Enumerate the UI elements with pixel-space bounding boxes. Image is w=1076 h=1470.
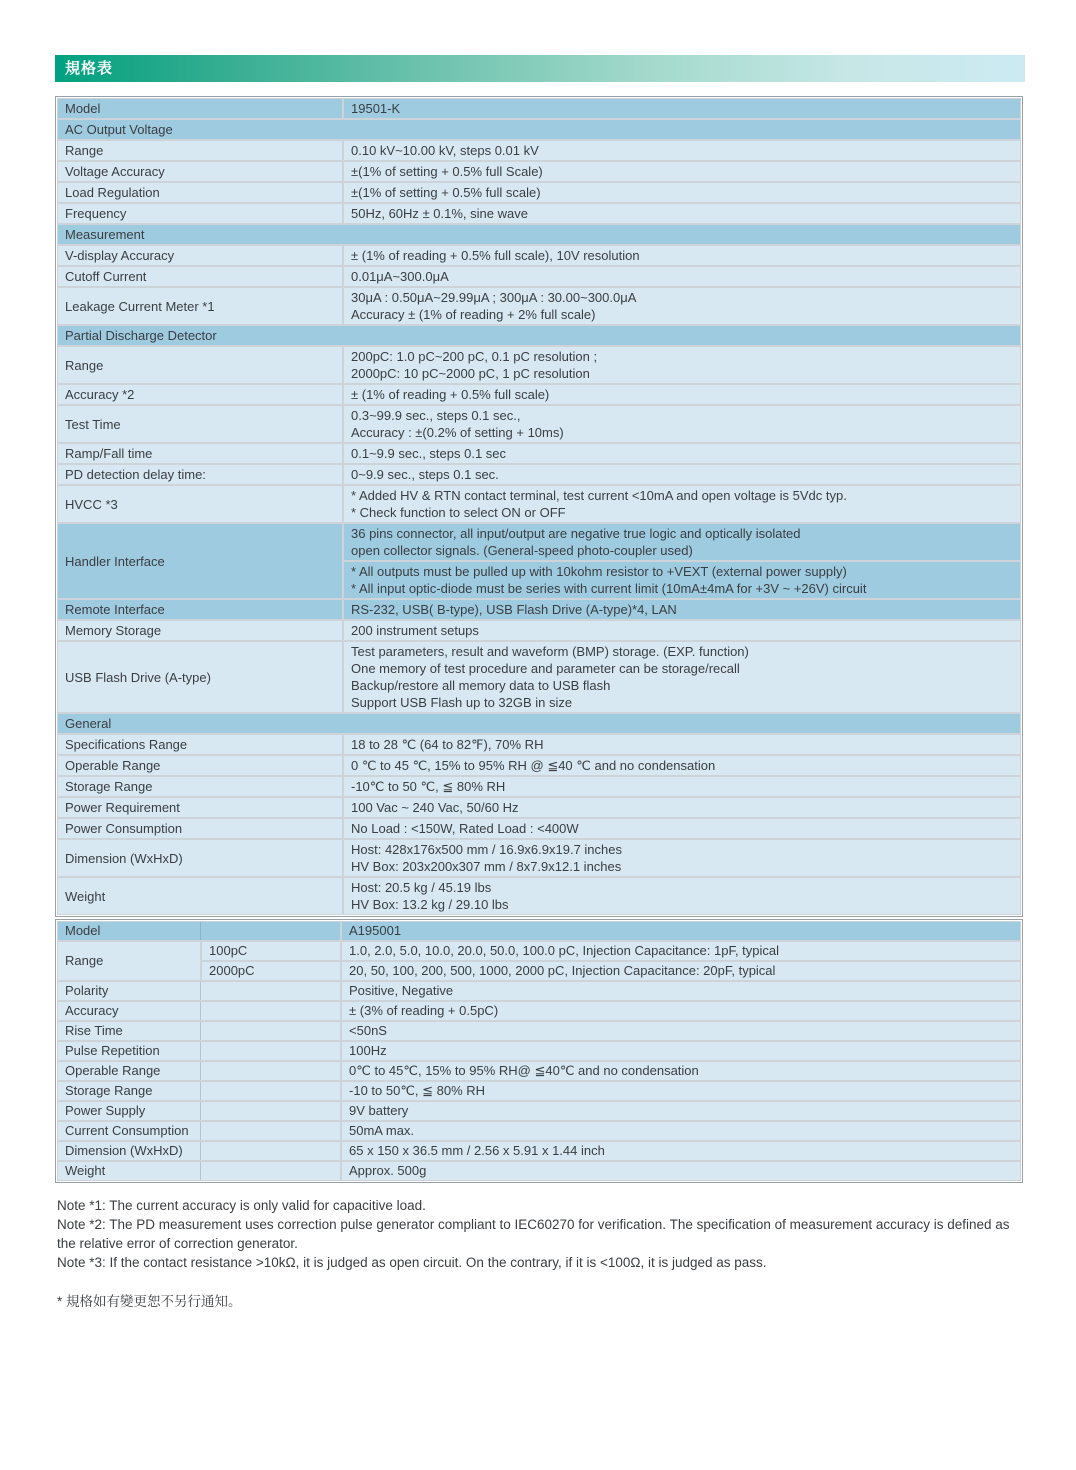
cell-line: 50mA max. — [349, 1123, 415, 1138]
row-label-cell — [58, 1162, 340, 1180]
row-value-cell — [344, 288, 1020, 324]
row-label-cell — [58, 756, 342, 775]
cell-line: Power Consumption — [65, 821, 183, 836]
footer-note: * 規格如有變更恕不另行通知。 — [57, 1294, 242, 1309]
cell-line: HV Box: 13.2 kg / 29.10 lbs — [351, 897, 509, 912]
table-row — [58, 406, 1020, 442]
row-label-cell — [58, 621, 342, 640]
row-label-cell — [58, 777, 342, 796]
row-label-cell — [58, 600, 342, 619]
row-label-cell — [58, 1062, 340, 1080]
cell-line: Partial Discharge Detector — [65, 328, 217, 343]
cell-line: 100pC — [209, 943, 248, 958]
row-value-cell — [344, 642, 1020, 712]
row-value-cell — [342, 962, 1020, 980]
cell-line: 30μA : 0.50μA~29.99μA ; 300μA : 30.00~300.0μA — [351, 290, 637, 305]
cell-line: Rise Time — [65, 1023, 123, 1038]
cell-line: Host: 428x176x500 mm / 16.9x6.9x19.7 inches — [351, 842, 622, 857]
row-value-cell — [342, 1102, 1020, 1120]
section-header-cell — [58, 714, 1020, 733]
cell-line: 0℃ to 45℃, 15% to 95% RH@ ≦40℃ and no condensation — [349, 1063, 699, 1078]
table-row — [58, 141, 1020, 160]
section-header-cell — [58, 225, 1020, 244]
row-value-cell — [344, 465, 1020, 484]
table-row — [58, 204, 1020, 223]
cell-line: 0.01μA~300.0μA — [351, 269, 449, 284]
table-row — [58, 347, 1020, 383]
row-label-cell — [58, 922, 340, 940]
cell-line: Weight — [65, 1163, 106, 1178]
table-row — [58, 225, 1020, 244]
page-title: 規格表 — [65, 60, 114, 77]
row-label-cell — [58, 99, 342, 118]
page-title-bar — [55, 55, 1025, 82]
table-row — [58, 385, 1020, 404]
note-line: Note *1: The current accuracy is only valid for capacitive load. — [57, 1198, 426, 1213]
row-label-cell — [58, 486, 342, 522]
section-header-cell — [58, 326, 1020, 345]
table-row — [58, 1162, 1020, 1180]
table-row — [58, 1122, 1020, 1140]
row-value-cell — [344, 444, 1020, 463]
row-value-cell — [344, 524, 1020, 560]
cell-line: Polarity — [65, 983, 109, 998]
row-label-cell — [58, 1102, 340, 1120]
row-value-cell — [344, 735, 1020, 754]
cell-line: 65 x 150 x 36.5 mm / 2.56 x 5.91 x 1.44 inch — [349, 1143, 605, 1158]
row-value-cell — [344, 777, 1020, 796]
row-label-cell — [58, 385, 342, 404]
table-row — [58, 798, 1020, 817]
row-value-cell — [344, 385, 1020, 404]
table-row — [58, 486, 1020, 522]
row-label-cell — [58, 288, 342, 324]
table-row — [58, 246, 1020, 265]
cell-line: Measurement — [65, 227, 145, 242]
row-label-cell — [58, 524, 342, 598]
spec-table-main — [55, 96, 1023, 917]
cell-line: Weight — [65, 888, 106, 904]
row-value-cell — [344, 621, 1020, 640]
cell-line: ±(1% of setting + 0.5% full scale) — [351, 185, 541, 200]
row-value-cell — [342, 982, 1020, 1000]
row-value-cell — [344, 756, 1020, 775]
table-row — [58, 840, 1020, 876]
table-row — [58, 621, 1020, 640]
cell-line: Voltage Accuracy — [65, 164, 165, 179]
cell-line: Test parameters, result and waveform (BMP) storage. (EXP. function) — [351, 644, 749, 659]
cell-line: 20, 50, 100, 200, 500, 1000, 2000 pC, Injection Capacitance: 20pF, typical — [349, 963, 776, 978]
table-row — [58, 962, 1020, 980]
table-row — [58, 878, 1020, 914]
row-value-cell — [342, 1122, 1020, 1140]
row-label-cell — [58, 347, 342, 383]
spec-table-accessory — [55, 919, 1023, 1183]
row-value-cell — [344, 486, 1020, 522]
table-row — [58, 444, 1020, 463]
row-value-cell — [344, 798, 1020, 817]
cell-line: 100Hz — [349, 1043, 387, 1058]
table-row — [58, 819, 1020, 838]
cell-line: <50nS — [349, 1023, 387, 1038]
row-label-cell — [58, 798, 342, 817]
section-header-cell — [58, 120, 1020, 139]
table-row — [58, 1042, 1020, 1060]
table-row — [58, 777, 1020, 796]
cell-line: Range — [65, 953, 104, 968]
cell-line: Frequency — [65, 206, 127, 221]
cell-line: Memory Storage — [65, 623, 162, 638]
cell-line: 2000pC: 10 pC~2000 pC, 1 pC resolution — [351, 366, 590, 381]
cell-line: Specifications Range — [65, 737, 188, 752]
cell-line: ±(1% of setting + 0.5% full Scale) — [351, 164, 543, 179]
cell-line: Pulse Repetition — [65, 1043, 160, 1058]
row-value-cell — [344, 141, 1020, 160]
note-line: Note *2: The PD measurement uses correction pulse generator compliant to IEC60270 for verification. The specification of measurement accuracy is defined as the relative error of correction generator. — [57, 1217, 1010, 1251]
row-label-cell — [58, 267, 342, 286]
row-label-cell — [58, 465, 342, 484]
table-row — [58, 1062, 1020, 1080]
cell-line: 100 Vac ~ 240 Vac, 50/60 Hz — [351, 800, 519, 815]
row-label-cell — [58, 942, 200, 980]
cell-line: 1.0, 2.0, 5.0, 10.0, 20.0, 50.0, 100.0 pC, Injection Capacitance: 1pF, typical — [349, 943, 780, 958]
row-value-cell — [342, 1162, 1020, 1180]
cell-line: USB Flash Drive (A-type) — [65, 669, 211, 685]
row-value-cell — [344, 99, 1020, 118]
row-subrange-cell — [202, 942, 340, 960]
row-label-cell — [58, 141, 342, 160]
cell-line: 50Hz, 60Hz ± 0.1%, sine wave — [351, 206, 528, 221]
cell-line: 200 instrument setups — [351, 623, 479, 638]
row-value-cell — [344, 819, 1020, 838]
table-row — [58, 982, 1020, 1000]
table-row — [58, 735, 1020, 754]
table-row — [58, 642, 1020, 712]
cell-line: Dimension (WxHxD) — [65, 1143, 183, 1158]
table-row — [58, 99, 1020, 118]
cell-line: open collector signals. (General-speed photo-coupler used) — [351, 543, 693, 558]
cell-line: Accuracy : ±(0.2% of setting + 10ms) — [351, 425, 564, 440]
cell-line: 19501-K — [351, 101, 401, 116]
row-label-cell — [58, 1022, 340, 1040]
table-row — [58, 1082, 1020, 1100]
cell-line: Handler Interface — [65, 553, 165, 569]
row-value-cell — [344, 562, 1020, 598]
row-value-cell — [344, 267, 1020, 286]
cell-line: RS-232, USB( B-type), USB Flash Drive (A-type)*4, LAN — [351, 602, 677, 617]
row-value-cell — [344, 347, 1020, 383]
cell-line: Storage Range — [65, 779, 153, 794]
table-row — [58, 1142, 1020, 1160]
row-value-cell — [344, 406, 1020, 442]
row-label-cell — [58, 1122, 340, 1140]
cell-line: Test Time — [65, 416, 121, 432]
row-label-cell — [58, 183, 342, 202]
table-row — [58, 120, 1020, 139]
cell-line: 200pC: 1.0 pC~200 pC, 0.1 pC resolution ; — [351, 349, 598, 364]
row-label-cell — [58, 1002, 340, 1020]
table-row — [58, 1022, 1020, 1040]
row-label-cell — [58, 735, 342, 754]
row-label-cell — [58, 406, 342, 442]
cell-line: -10 to 50℃, ≦ 80% RH — [349, 1083, 486, 1098]
row-label-cell — [58, 1142, 340, 1160]
table-row — [58, 1102, 1020, 1120]
cell-line: 36 pins connector, all input/output are negative true logic and optically isolated — [351, 526, 801, 541]
cell-line: Remote Interface — [65, 602, 165, 617]
cell-line: ± (3% of reading + 0.5pC) — [349, 1003, 499, 1018]
cell-line: V-display Accuracy — [65, 248, 175, 263]
row-value-cell — [342, 922, 1020, 940]
cell-line: Operable Range — [65, 758, 161, 773]
row-label-cell — [58, 1042, 340, 1060]
cell-line: * Check function to select ON or OFF — [351, 505, 566, 520]
row-label-cell — [58, 1082, 340, 1100]
cell-line: AC Output Voltage — [65, 122, 173, 137]
cell-line: Operable Range — [65, 1063, 161, 1078]
cell-line: 0 ℃ to 45 ℃, 15% to 95% RH @ ≦40 ℃ and no condensation — [351, 758, 716, 773]
cell-line: Load Regulation — [65, 185, 160, 200]
table-row — [58, 714, 1020, 733]
table-row — [58, 267, 1020, 286]
cell-line: ± (1% of reading + 0.5% full scale) — [351, 387, 550, 402]
row-value-cell — [342, 942, 1020, 960]
cell-line: Range — [65, 143, 104, 158]
notes — [57, 1196, 1023, 1272]
row-label-cell — [58, 982, 340, 1000]
table-row — [58, 183, 1020, 202]
cell-line: 0.3~99.9 sec., steps 0.1 sec., — [351, 408, 521, 423]
cell-line: Model — [65, 101, 101, 116]
table-row — [58, 288, 1020, 324]
row-value-cell — [342, 1022, 1020, 1040]
row-subrange-cell — [202, 962, 340, 980]
cell-line: Range — [65, 357, 104, 373]
cell-line: Leakage Current Meter *1 — [65, 298, 215, 314]
cell-line: Cutoff Current — [65, 269, 147, 284]
cell-line: 0.1~9.9 sec., steps 0.1 sec — [351, 446, 507, 461]
cell-line: Dimension (WxHxD) — [65, 850, 183, 866]
row-value-cell — [344, 878, 1020, 914]
row-value-cell — [344, 204, 1020, 223]
cell-line: * Added HV & RTN contact terminal, test current <10mA and open voltage is 5Vdc typ. — [351, 488, 847, 503]
cell-line: PD detection delay time: — [65, 467, 206, 482]
cell-line: No Load : <150W, Rated Load : <400W — [351, 821, 579, 836]
cell-line: Approx. 500g — [349, 1163, 427, 1178]
row-label-cell — [58, 162, 342, 181]
cell-line: Accuracy ± (1% of reading + 2% full scale) — [351, 307, 596, 322]
cell-line: Model — [65, 923, 101, 938]
table-row — [58, 326, 1020, 345]
cell-line: General — [65, 716, 112, 731]
cell-line: -10℃ to 50 ℃, ≦ 80% RH — [351, 779, 506, 794]
cell-line: Support USB Flash up to 32GB in size — [351, 695, 573, 710]
cell-line: Power Requirement — [65, 800, 180, 815]
table-row — [58, 600, 1020, 619]
row-value-cell — [344, 840, 1020, 876]
table-row — [58, 922, 1020, 940]
row-value-cell — [342, 1082, 1020, 1100]
cell-line: Positive, Negative — [349, 983, 454, 998]
row-value-cell — [342, 1142, 1020, 1160]
row-label-cell — [58, 204, 342, 223]
cell-line: Power Supply — [65, 1103, 146, 1118]
row-label-cell — [58, 819, 342, 838]
row-label-cell — [58, 878, 342, 914]
note-line: Note *3: If the contact resistance >10kΩ, it is judged as open circuit. On the contrary, if it is <100Ω, it is judged as pass. — [57, 1255, 767, 1270]
cell-line: 9V battery — [349, 1103, 409, 1118]
cell-line: * All outputs must be pulled up with 10kohm resistor to +VEXT (external power supply) — [351, 564, 847, 579]
cell-line: Backup/restore all memory data to USB flash — [351, 678, 611, 693]
table-row — [58, 465, 1020, 484]
cell-line: Accuracy *2 — [65, 387, 135, 402]
row-value-cell — [344, 600, 1020, 619]
row-value-cell — [344, 162, 1020, 181]
cell-line: A195001 — [349, 923, 402, 938]
cell-line: Storage Range — [65, 1083, 153, 1098]
row-label-cell — [58, 642, 342, 712]
row-value-cell — [344, 246, 1020, 265]
cell-line: Current Consumption — [65, 1123, 189, 1138]
cell-line: HVCC *3 — [65, 496, 118, 512]
cell-line: 18 to 28 ℃ (64 to 82℉), 70% RH — [351, 737, 544, 752]
table-row — [58, 756, 1020, 775]
cell-line: HV Box: 203x200x307 mm / 8x7.9x12.1 inches — [351, 859, 622, 874]
row-value-cell — [342, 1042, 1020, 1060]
table-row — [58, 162, 1020, 181]
table-row — [58, 942, 1020, 960]
cell-line: Accuracy — [65, 1003, 119, 1018]
row-label-cell — [58, 444, 342, 463]
cell-line: * All input optic-diode must be series with current limit (10mA±4mA for +3V ~ +26V) circuit — [351, 581, 867, 596]
table-row — [58, 1002, 1020, 1020]
cell-line: One memory of test procedure and parameter can be storage/recall — [351, 661, 740, 676]
row-label-cell — [58, 246, 342, 265]
cell-line: Ramp/Fall time — [65, 446, 153, 461]
row-value-cell — [342, 1002, 1020, 1020]
cell-line: Host: 20.5 kg / 45.19 lbs — [351, 880, 492, 895]
cell-line: 0.10 kV~10.00 kV, steps 0.01 kV — [351, 143, 539, 158]
row-value-cell — [342, 1062, 1020, 1080]
row-value-cell — [344, 183, 1020, 202]
table-row — [58, 524, 1020, 560]
cell-line: 0~9.9 sec., steps 0.1 sec. — [351, 467, 499, 482]
row-label-cell — [58, 840, 342, 876]
cell-line: 2000pC — [209, 963, 255, 978]
cell-line: ± (1% of reading + 0.5% full scale), 10V resolution — [351, 248, 640, 263]
